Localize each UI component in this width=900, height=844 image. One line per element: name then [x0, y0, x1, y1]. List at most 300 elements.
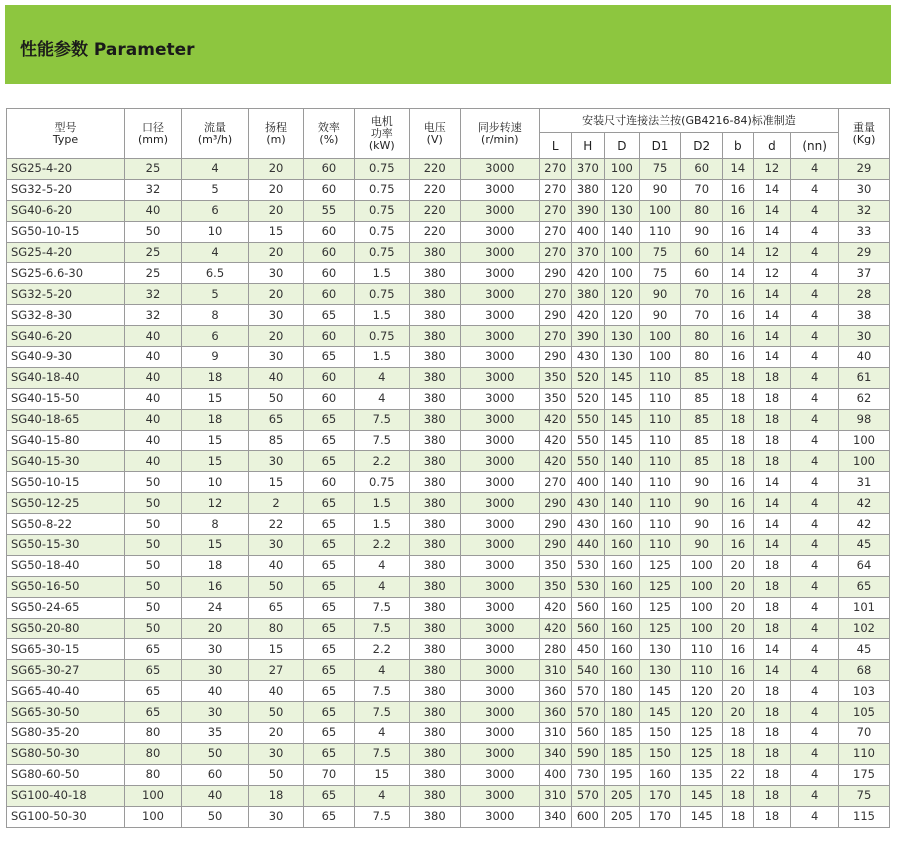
table-cell: 145 [681, 785, 723, 806]
table-cell: 220 [409, 159, 460, 180]
table-cell: 350 [539, 555, 571, 576]
table-cell: 4 [791, 367, 839, 388]
table-cell: 380 [409, 723, 460, 744]
table-cell: 4 [791, 409, 839, 430]
table-cell: 7.5 [354, 618, 409, 639]
table-cell: 130 [605, 200, 640, 221]
table-cell: 600 [571, 806, 605, 827]
table-cell: 60 [181, 764, 248, 785]
table-cell: 220 [409, 221, 460, 242]
table-cell: 4 [791, 764, 839, 785]
table-cell: 8 [181, 305, 248, 326]
table-cell: 350 [539, 367, 571, 388]
cell-type: SG50-15-30 [7, 535, 125, 556]
table-cell: 80 [125, 723, 182, 744]
table-cell: 3000 [460, 514, 539, 535]
table-cell: 0.75 [354, 200, 409, 221]
table-cell: 145 [605, 430, 640, 451]
table-cell: 145 [639, 681, 681, 702]
table-cell: 60 [681, 242, 723, 263]
table-cell: 50 [249, 388, 304, 409]
table-cell: 195 [605, 764, 640, 785]
table-cell: 3000 [460, 618, 539, 639]
cell-type: SG40-6-20 [7, 326, 125, 347]
col-d: d [753, 133, 791, 159]
table-row [7, 179, 890, 200]
table-cell: 3000 [460, 305, 539, 326]
table-cell: 65 [304, 409, 355, 430]
table-cell: 420 [571, 305, 605, 326]
col-head: 扬程 (m) [249, 109, 304, 159]
table-cell: 65 [249, 409, 304, 430]
table-cell: 102 [839, 618, 890, 639]
table-cell: 40 [839, 347, 890, 368]
table-cell: 100 [681, 597, 723, 618]
table-cell: 16 [723, 660, 754, 681]
table-cell: 380 [409, 618, 460, 639]
col-D: D [605, 133, 640, 159]
table-cell: 40 [181, 681, 248, 702]
table-cell: 140 [605, 472, 640, 493]
table-cell: 400 [539, 764, 571, 785]
table-cell: 4 [791, 535, 839, 556]
table-cell: 3000 [460, 785, 539, 806]
table-cell: 110 [639, 451, 681, 472]
table-cell: 270 [539, 179, 571, 200]
table-cell: 15 [354, 764, 409, 785]
table-cell: 380 [409, 576, 460, 597]
table-cell: 60 [304, 242, 355, 263]
table-cell: 420 [539, 618, 571, 639]
table-cell: 530 [571, 576, 605, 597]
table-cell: 380 [409, 660, 460, 681]
table-cell: 40 [125, 451, 182, 472]
table-cell: 110 [639, 388, 681, 409]
table-cell: 120 [681, 702, 723, 723]
table-cell: 160 [605, 576, 640, 597]
table-cell: 380 [571, 284, 605, 305]
table-cell: 4 [791, 326, 839, 347]
table-cell: 40 [249, 681, 304, 702]
table-cell: 50 [125, 472, 182, 493]
table-cell: 30 [249, 743, 304, 764]
table-cell: 18 [723, 743, 754, 764]
table-cell: 14 [753, 200, 791, 221]
table-cell: 560 [571, 618, 605, 639]
table-cell: 110 [639, 514, 681, 535]
table-cell: 30 [249, 535, 304, 556]
table-cell: 370 [571, 159, 605, 180]
table-cell: 150 [639, 723, 681, 744]
table-cell: 75 [639, 263, 681, 284]
table-cell: 65 [304, 785, 355, 806]
table-cell: 22 [723, 764, 754, 785]
table-cell: 70 [681, 179, 723, 200]
table-cell: 18 [723, 430, 754, 451]
table-cell: 4 [791, 284, 839, 305]
table-cell: 430 [571, 514, 605, 535]
table-cell: 14 [723, 159, 754, 180]
table-cell: 16 [181, 576, 248, 597]
table-cell: 380 [409, 242, 460, 263]
cell-type: SG80-35-20 [7, 723, 125, 744]
table-cell: 50 [249, 576, 304, 597]
table-cell: 18 [753, 743, 791, 764]
table-cell: 100 [639, 200, 681, 221]
table-cell: 270 [539, 472, 571, 493]
table-cell: 18 [753, 388, 791, 409]
col-efficiency: 效率 (%) [304, 109, 355, 159]
table-cell: 65 [304, 743, 355, 764]
table-cell: 3000 [460, 702, 539, 723]
table-cell: 18 [181, 555, 248, 576]
table-cell: 145 [605, 388, 640, 409]
table-cell: 65 [304, 555, 355, 576]
cell-type: SG32-5-20 [7, 284, 125, 305]
table-cell: 0.75 [354, 326, 409, 347]
cell-type: SG32-5-20 [7, 179, 125, 200]
table-cell: 12 [753, 263, 791, 284]
page-title: 性能参数 Parameter [20, 40, 195, 60]
table-cell: 14 [723, 242, 754, 263]
table-cell: 530 [571, 555, 605, 576]
table-cell: 3000 [460, 493, 539, 514]
table-cell: 160 [605, 597, 640, 618]
table-cell: 16 [723, 472, 754, 493]
table-cell: 30 [249, 347, 304, 368]
table-cell: 160 [605, 618, 640, 639]
table-cell: 120 [605, 284, 640, 305]
table-cell: 65 [304, 576, 355, 597]
table-cell: 20 [249, 326, 304, 347]
col-nn: (nn) [791, 133, 839, 159]
table-cell: 31 [839, 472, 890, 493]
table-row [7, 430, 890, 451]
table-cell: 40 [125, 347, 182, 368]
table-cell: 110 [639, 221, 681, 242]
table-cell: 110 [639, 493, 681, 514]
table-row [7, 785, 890, 806]
table-cell: 380 [409, 806, 460, 827]
col-H: H [571, 133, 605, 159]
col-type: 型号 Type [7, 109, 125, 159]
table-cell: 40 [125, 409, 182, 430]
table-cell: 4 [181, 159, 248, 180]
table-cell: 18 [723, 785, 754, 806]
table-cell: 110 [639, 430, 681, 451]
table-cell: 380 [409, 388, 460, 409]
table-cell: 18 [753, 430, 791, 451]
table-cell: 160 [605, 535, 640, 556]
cell-type: SG25-4-20 [7, 159, 125, 180]
table-cell: 30 [249, 305, 304, 326]
cell-type: SG25-4-20 [7, 242, 125, 263]
cell-type: SG65-30-15 [7, 639, 125, 660]
table-cell: 145 [681, 806, 723, 827]
table-cell: 420 [539, 430, 571, 451]
table-cell: 27 [249, 660, 304, 681]
table-cell: 30 [181, 702, 248, 723]
table-cell: 7.5 [354, 702, 409, 723]
table-cell: 4 [181, 242, 248, 263]
table-cell: 7.5 [354, 806, 409, 827]
table-cell: 75 [839, 785, 890, 806]
table-cell: 4 [791, 514, 839, 535]
table-cell: 4 [791, 472, 839, 493]
table-cell: 140 [605, 451, 640, 472]
table-cell: 380 [409, 347, 460, 368]
table-cell: 3000 [460, 639, 539, 660]
table-cell: 560 [571, 723, 605, 744]
table-cell: 18 [753, 681, 791, 702]
cell-type: SG50-18-40 [7, 555, 125, 576]
table-cell: 90 [681, 535, 723, 556]
table-cell: 100 [681, 555, 723, 576]
table-cell: 30 [249, 451, 304, 472]
table-cell: 450 [571, 639, 605, 660]
table-cell: 3000 [460, 660, 539, 681]
table-cell: 125 [639, 555, 681, 576]
table-cell: 16 [723, 200, 754, 221]
table-cell: 15 [181, 430, 248, 451]
table-cell: 290 [539, 493, 571, 514]
table-row [7, 576, 890, 597]
table-cell: 4 [791, 493, 839, 514]
table-cell: 32 [125, 284, 182, 305]
cell-type: SG65-30-27 [7, 660, 125, 681]
table-cell: 42 [839, 493, 890, 514]
table-cell: 90 [639, 179, 681, 200]
parameter-table [6, 108, 890, 828]
table-cell: 420 [539, 451, 571, 472]
table-cell: 25 [125, 159, 182, 180]
table-cell: 20 [249, 179, 304, 200]
table-cell: 38 [839, 305, 890, 326]
table-cell: 135 [681, 764, 723, 785]
table-cell: 70 [839, 723, 890, 744]
table-cell: 64 [839, 555, 890, 576]
table-cell: 85 [681, 409, 723, 430]
table-row [7, 347, 890, 368]
table-row [7, 514, 890, 535]
table-cell: 7.5 [354, 597, 409, 618]
table-cell: 430 [571, 347, 605, 368]
table-cell: 18 [753, 785, 791, 806]
table-cell: 60 [304, 284, 355, 305]
table-cell: 270 [539, 284, 571, 305]
table-cell: 270 [539, 200, 571, 221]
table-cell: 115 [839, 806, 890, 827]
table-cell: 185 [605, 743, 640, 764]
table-cell: 380 [409, 514, 460, 535]
table-cell: 18 [181, 409, 248, 430]
table-cell: 14 [753, 472, 791, 493]
table-cell: 16 [723, 493, 754, 514]
table-cell: 3000 [460, 242, 539, 263]
table-cell: 18 [753, 702, 791, 723]
table-cell: 125 [639, 618, 681, 639]
table-cell: 60 [304, 263, 355, 284]
cell-type: SG40-15-30 [7, 451, 125, 472]
table-cell: 14 [723, 263, 754, 284]
table-cell: 65 [125, 681, 182, 702]
table-cell: 380 [409, 409, 460, 430]
table-cell: 6 [181, 200, 248, 221]
table-cell: 4 [791, 785, 839, 806]
cell-type: SG65-40-40 [7, 681, 125, 702]
table-cell: 310 [539, 785, 571, 806]
table-cell: 430 [571, 493, 605, 514]
table-cell: 150 [639, 743, 681, 764]
table-cell: 5 [181, 284, 248, 305]
table-cell: 20 [723, 681, 754, 702]
table-cell: 350 [539, 388, 571, 409]
table-cell: 3000 [460, 597, 539, 618]
table-cell: 1.5 [354, 263, 409, 284]
table-cell: 3000 [460, 555, 539, 576]
table-cell: 380 [409, 326, 460, 347]
table-cell: 20 [723, 597, 754, 618]
table-cell: 3000 [460, 451, 539, 472]
table-cell: 110 [839, 743, 890, 764]
table-cell: 14 [753, 514, 791, 535]
table-cell: 29 [839, 242, 890, 263]
table-cell: 20 [249, 723, 304, 744]
table-cell: 380 [409, 430, 460, 451]
table-cell: 65 [304, 535, 355, 556]
table-row [7, 660, 890, 681]
cell-type: SG50-24-65 [7, 597, 125, 618]
table-cell: 110 [681, 660, 723, 681]
cell-type: SG100-40-18 [7, 785, 125, 806]
table-cell: 1.5 [354, 347, 409, 368]
table-cell: 18 [723, 451, 754, 472]
col-motor-power: 电机 功率 (kW) [354, 109, 409, 159]
table-cell: 380 [409, 263, 460, 284]
table-cell: 70 [304, 764, 355, 785]
table-cell: 50 [249, 702, 304, 723]
table-cell: 2.2 [354, 535, 409, 556]
table-cell: 85 [681, 388, 723, 409]
table-cell: 100 [639, 326, 681, 347]
table-cell: 0.75 [354, 221, 409, 242]
table-cell: 3000 [460, 806, 539, 827]
table-cell: 4 [791, 639, 839, 660]
cell-type: SG80-50-30 [7, 743, 125, 764]
table-cell: 120 [605, 179, 640, 200]
table-cell: 4 [791, 388, 839, 409]
table-cell: 3000 [460, 347, 539, 368]
table-cell: 45 [839, 639, 890, 660]
table-cell: 7.5 [354, 743, 409, 764]
table-cell: 90 [681, 514, 723, 535]
table-cell: 65 [304, 451, 355, 472]
table-cell: 25 [125, 263, 182, 284]
table-cell: 3000 [460, 681, 539, 702]
table-cell: 110 [639, 535, 681, 556]
table-cell: 5 [181, 179, 248, 200]
table-cell: 360 [539, 681, 571, 702]
table-cell: 110 [681, 639, 723, 660]
table-cell: 4 [791, 200, 839, 221]
table-cell: 160 [605, 555, 640, 576]
table-cell: 140 [605, 493, 640, 514]
table-cell: 65 [304, 347, 355, 368]
table-cell: 730 [571, 764, 605, 785]
table-cell: 4 [791, 702, 839, 723]
table-cell: 14 [753, 535, 791, 556]
table-cell: 16 [723, 305, 754, 326]
table-cell: 65 [304, 430, 355, 451]
table-cell: 65 [304, 493, 355, 514]
table-cell: 30 [249, 806, 304, 827]
table-cell: 110 [639, 409, 681, 430]
table-cell: 4 [791, 305, 839, 326]
table-cell: 125 [639, 597, 681, 618]
table-cell: 7.5 [354, 430, 409, 451]
table-cell: 14 [753, 347, 791, 368]
table-cell: 14 [753, 660, 791, 681]
table-cell: 7.5 [354, 681, 409, 702]
table-cell: 110 [639, 367, 681, 388]
table-cell: 14 [753, 493, 791, 514]
table-cell: 3000 [460, 367, 539, 388]
table-cell: 85 [681, 430, 723, 451]
table-cell: 12 [753, 242, 791, 263]
table-cell: 1.5 [354, 493, 409, 514]
table-cell: 40 [125, 200, 182, 221]
table-cell: 20 [249, 200, 304, 221]
table-cell: 4 [791, 179, 839, 200]
table-cell: 4 [791, 576, 839, 597]
cell-type: SG40-6-20 [7, 200, 125, 221]
table-cell: 40 [125, 326, 182, 347]
table-cell: 16 [723, 221, 754, 242]
table-cell: 290 [539, 535, 571, 556]
table-cell: 18 [723, 806, 754, 827]
table-cell: 3000 [460, 284, 539, 305]
table-row [7, 806, 890, 827]
table-cell: 3000 [460, 743, 539, 764]
table-cell: 16 [723, 535, 754, 556]
table-cell: 90 [639, 284, 681, 305]
table-cell: 370 [571, 242, 605, 263]
table-cell: 1.5 [354, 514, 409, 535]
table-cell: 4 [791, 221, 839, 242]
table-cell: 130 [605, 347, 640, 368]
table-cell: 380 [409, 681, 460, 702]
table-cell: 2.2 [354, 639, 409, 660]
table-row [7, 326, 890, 347]
table-cell: 140 [605, 221, 640, 242]
table-cell: 65 [304, 702, 355, 723]
table-cell: 16 [723, 514, 754, 535]
table-cell: 62 [839, 388, 890, 409]
table-cell: 160 [639, 764, 681, 785]
cell-type: SG40-9-30 [7, 347, 125, 368]
table-cell: 15 [249, 221, 304, 242]
table-cell: 18 [753, 764, 791, 785]
table-cell: 125 [639, 576, 681, 597]
table-cell: 18 [723, 388, 754, 409]
table-row [7, 263, 890, 284]
table-row [7, 200, 890, 221]
table-cell: 3000 [460, 326, 539, 347]
table-row [7, 367, 890, 388]
table-cell: 0.75 [354, 242, 409, 263]
table-cell: 4 [354, 723, 409, 744]
table-cell: 185 [605, 723, 640, 744]
